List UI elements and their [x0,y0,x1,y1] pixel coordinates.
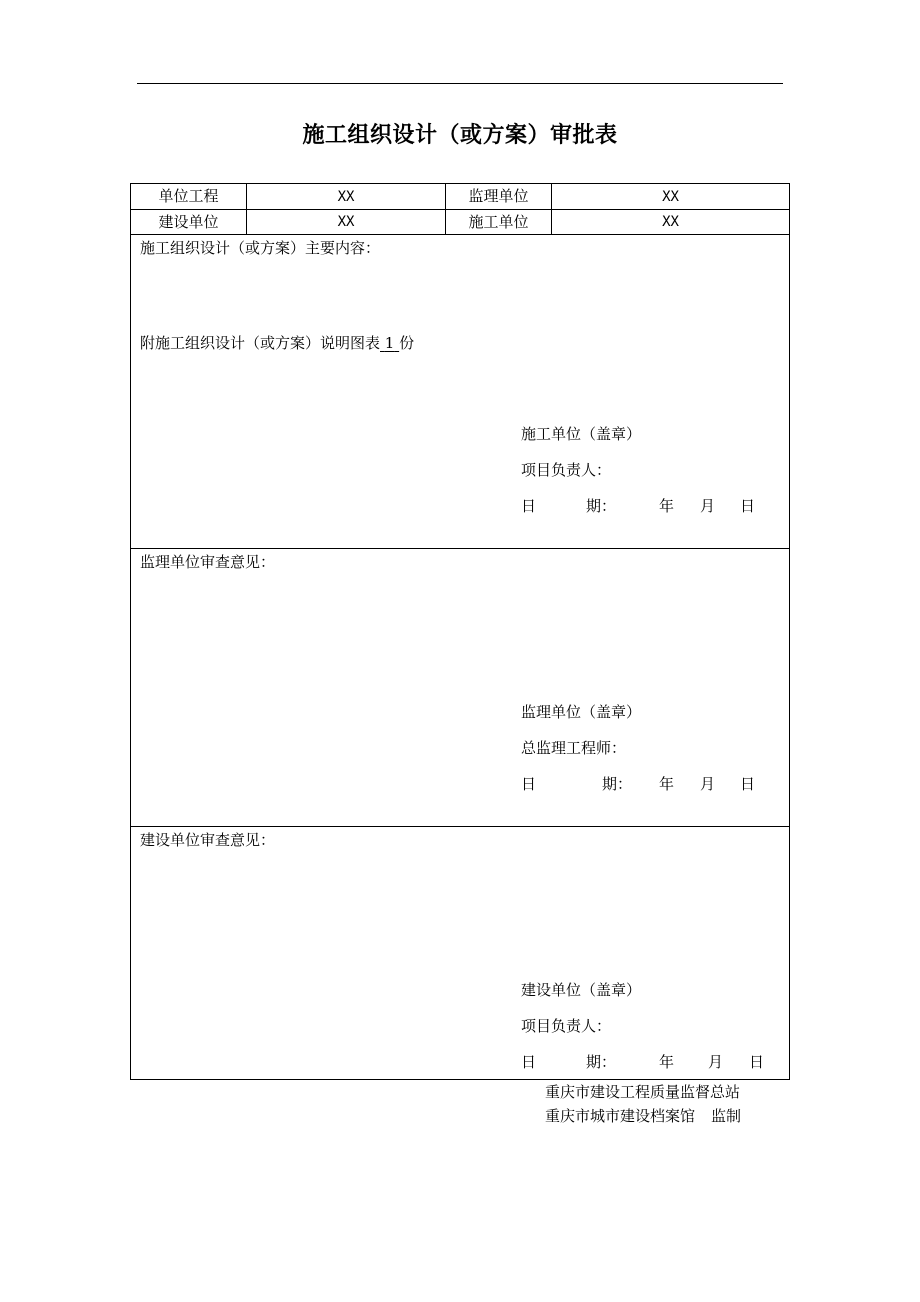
value-owner-unit: XX [337,214,355,230]
label-supervision-unit: 监理单位 [468,187,529,205]
construction-date-year: 年 [659,497,675,515]
page-title: 施工组织设计（或方案）审批表 [302,122,618,148]
footer-issuer-2 [545,1109,741,1124]
value-unit-project: XX [337,188,355,205]
supervision-date-month: 月 [700,775,716,793]
header-rule [137,83,783,84]
construction-signer: 项目负责人： [521,461,612,479]
label-construction-unit: 施工单位 [468,212,529,231]
value-construction-unit: XX [662,214,679,230]
supervision-date-qi: 期： [602,775,633,793]
footer-issuer-1: 重庆市建设工程质量监督总站 [545,1083,741,1101]
owner-date-day: 日 [749,1053,765,1071]
construction-date-month: 月 [700,497,716,515]
supervision-date-day: 日 [740,775,756,793]
footer-supervised-label: 监制 [711,1107,742,1125]
section-divider-2 [131,826,789,827]
footer-archive-org: 重庆市城市建设档案馆 [545,1107,696,1125]
label-owner-unit: 建设单位 [158,212,219,231]
owner-date-ri: 日 [521,1053,537,1071]
supervision-heading: 监理单位审查意见： [140,553,276,571]
owner-date-qi: 期： [586,1053,617,1071]
construction-date-day: 日 [740,497,756,515]
attachment-prefix: 附施工组织设计（或方案）说明图表 [140,334,381,352]
construction-seal: 施工单位（盖章） [521,425,642,443]
supervision-signer: 总监理工程师： [521,739,627,757]
owner-signer: 项目负责人： [521,1017,612,1035]
attachment-suffix: 份 [399,334,415,352]
owner-date-year: 年 [659,1053,675,1071]
value-supervision-unit: XX [662,188,679,205]
label-unit-project: 单位工程 [158,187,219,205]
supervision-date-year: 年 [659,775,675,793]
section-divider-1 [131,548,789,549]
supervision-seal: 监理单位（盖章） [521,703,642,721]
supervision-date-ri: 日 [521,775,537,793]
attachment-count: 1 [384,334,395,352]
attachment-line [140,336,414,351]
construction-heading: 施工组织设计（或方案）主要内容： [140,239,381,257]
owner-seal: 建设单位（盖章） [521,981,642,999]
owner-date-month: 月 [708,1053,724,1071]
approval-form [130,183,790,1080]
construction-date-qi: 期： [586,497,617,515]
owner-heading: 建设单位审查意见： [140,831,276,849]
row-divider-2 [131,234,789,235]
construction-date-ri: 日 [521,497,537,515]
